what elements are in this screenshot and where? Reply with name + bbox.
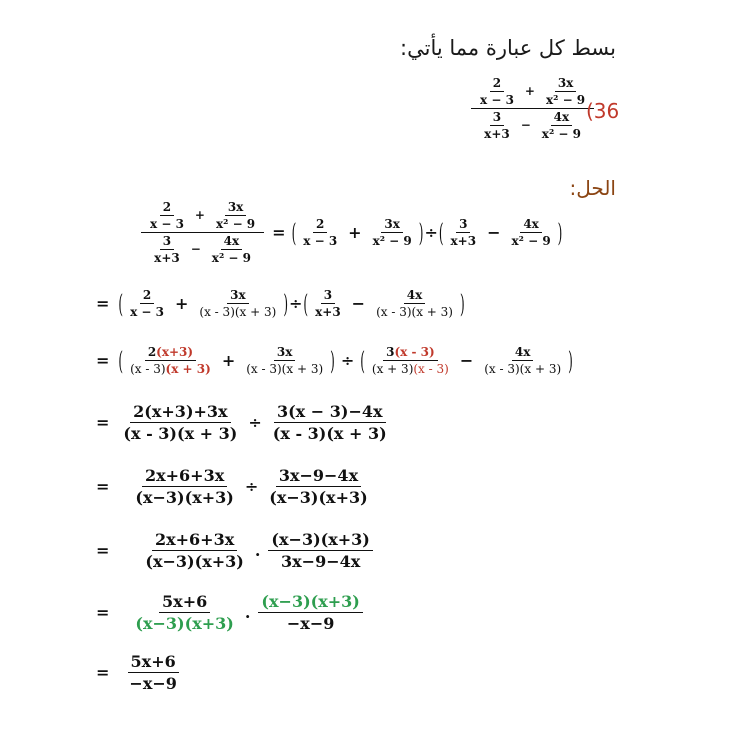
fraction-denominator: x+3 (154, 251, 180, 265)
paren: ( (291, 217, 297, 248)
solution-step-6 (96, 530, 376, 571)
equals-sign: = (96, 413, 110, 432)
solution-step-1 (138, 200, 563, 265)
complex-fraction (141, 200, 264, 265)
solution-step-3 (96, 345, 574, 376)
paren: ( (360, 345, 365, 376)
fraction-denominator: (x - 3)(x + 3) (123, 424, 238, 443)
fraction-numerator: 2 (140, 288, 154, 304)
paren: ) (459, 288, 465, 319)
complex-numerator (141, 200, 264, 233)
solution-step-7 (96, 592, 366, 633)
fraction-numerator: 2x+6+3x (152, 530, 237, 551)
fraction-denominator: x − 3 (130, 305, 165, 319)
paren: ( (118, 345, 124, 376)
fraction-numerator: 3x (274, 345, 296, 361)
paren: ) (283, 288, 289, 319)
fraction-denominator: (x−3)(x+3) (135, 488, 234, 507)
operator: − (351, 294, 366, 313)
fraction-denominator: x+3 (484, 127, 510, 141)
fraction-denominator: (x−3)(x+3) (269, 488, 368, 507)
fraction-denominator: x − 3 (150, 217, 184, 231)
equals-sign: = (272, 223, 286, 242)
fraction-numerator: 3(x − 3)−4x (274, 402, 386, 423)
operator: − (459, 351, 474, 370)
fraction-numerator: 4x (404, 288, 426, 304)
fraction-denominator: (x - 3)(x + 3) (484, 362, 562, 376)
fraction-numerator: (x−3)(x+3) (268, 530, 372, 551)
fraction-denominator: x² − 9 (372, 234, 412, 248)
equals-sign: = (96, 477, 110, 496)
fraction-denominator: (x−3)(x+3) (135, 614, 234, 633)
paren: ( (303, 288, 309, 319)
operator: + (348, 223, 362, 242)
solution-step-5 (96, 466, 374, 507)
fraction-numerator: 3x (381, 217, 403, 233)
fraction-denominator: x² − 9 (541, 127, 581, 141)
divide-sign: ÷ (244, 477, 259, 496)
problem-number: (36 (586, 99, 620, 123)
fraction-numerator: 3 (456, 217, 470, 233)
solution-step-8 (96, 652, 183, 693)
fraction-denominator: 3x−9−4x (280, 552, 361, 571)
fraction-numerator (145, 345, 196, 361)
equals-sign: = (96, 603, 110, 622)
operator: + (524, 84, 535, 98)
fraction-numerator: 2 (313, 217, 327, 233)
fraction-numerator: 3x−9−4x (276, 466, 361, 487)
fraction-denominator (369, 361, 452, 376)
problem-expression (468, 76, 597, 141)
fraction-numerator: (x−3)(x+3) (258, 592, 362, 613)
fraction-denominator: x² − 9 (545, 93, 586, 107)
fraction-numerator: 4x (520, 217, 542, 233)
paren: ) (418, 217, 424, 248)
fraction-numerator: 3 (490, 110, 504, 126)
fraction-numerator: 4x (512, 345, 534, 361)
fraction-numerator: 5x+6 (159, 592, 210, 613)
solution-step-2 (96, 288, 466, 319)
fraction-denominator: x+3 (450, 234, 477, 248)
complex-denominator (145, 233, 260, 265)
fraction-numerator: 3x (225, 200, 247, 216)
problem-denominator (475, 109, 590, 141)
fraction-denominator: (x−3)(x+3) (145, 552, 244, 571)
fraction-numerator: 4x (551, 110, 573, 126)
operator: − (190, 242, 201, 256)
fraction-denominator: x − 3 (480, 93, 514, 107)
operator: + (175, 294, 189, 313)
equals-sign: = (96, 663, 110, 682)
fraction-denominator: (x - 3)(x + 3) (199, 305, 277, 319)
fraction-denominator: x+3 (315, 305, 341, 319)
divide-sign: ÷ (248, 413, 262, 432)
numerator-part: 3 (386, 345, 395, 359)
fraction-numerator: 2 (490, 76, 504, 92)
denominator-part: (x - 3) (130, 362, 166, 376)
operator: + (221, 351, 236, 370)
fraction-denominator: (x - 3)(x + 3) (272, 424, 387, 443)
equals-sign: = (96, 294, 110, 313)
fraction-numerator (383, 345, 438, 361)
paren: ( (438, 217, 444, 248)
operator: − (520, 118, 531, 132)
equals-sign: = (96, 541, 110, 560)
equals-sign: = (96, 351, 110, 370)
fraction-denominator: −x−9 (129, 674, 177, 693)
numerator-highlight: (x - 3) (394, 345, 435, 359)
operator: − (487, 223, 501, 242)
fraction-numerator: 3 (321, 288, 335, 304)
paren: ) (330, 345, 335, 376)
divide-sign: ÷ (340, 351, 355, 370)
fraction-denominator: −x−9 (286, 614, 335, 633)
fraction-numerator: 3 (160, 234, 174, 250)
denominator-highlight: (x - 3) (413, 362, 449, 376)
fraction-denominator: (x - 3)(x + 3) (246, 362, 324, 376)
fraction-numerator: 3x (227, 288, 249, 304)
solution-label: الحل: (569, 176, 616, 200)
denominator-highlight: (x + 3) (165, 362, 211, 376)
fraction-denominator: x² − 9 (211, 251, 251, 265)
problem-complex-fraction (471, 76, 594, 141)
solution-step-4 (96, 402, 393, 443)
operator: + (194, 208, 205, 222)
numerator-highlight: (x+3) (156, 345, 194, 359)
denominator-part: (x + 3) (371, 362, 414, 376)
fraction-numerator: 2(x+3)+3x (130, 402, 230, 423)
problem-numerator (471, 76, 594, 109)
fraction-denominator: x² − 9 (215, 217, 256, 231)
divide-sign: ÷ (424, 223, 438, 242)
multiply-dot: . (244, 603, 251, 622)
fraction-numerator: 3x (555, 76, 577, 92)
fraction-denominator (127, 361, 214, 376)
divide-sign: ÷ (289, 294, 303, 313)
fraction-denominator: (x - 3)(x + 3) (376, 305, 453, 319)
fraction-denominator: x² − 9 (511, 234, 551, 248)
fraction-numerator: 5x+6 (128, 652, 179, 673)
numerator-part: 2 (147, 345, 157, 359)
multiply-dot: . (254, 541, 261, 560)
fraction-numerator: 4x (221, 234, 243, 250)
fraction-numerator: 2 (160, 200, 174, 216)
paren: ( (118, 288, 124, 319)
fraction-numerator: 2x+6+3x (142, 466, 227, 487)
paren: ) (568, 345, 573, 376)
paren: ) (557, 217, 563, 248)
fraction-denominator: x − 3 (303, 234, 338, 248)
exercise-heading: بسط كل عبارة مما يأتي: (400, 36, 616, 60)
